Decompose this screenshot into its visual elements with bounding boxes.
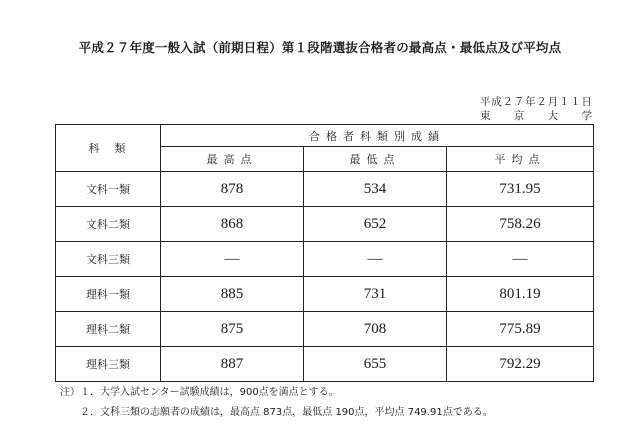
org-char: 大	[547, 110, 559, 122]
avg-cell: 792.29	[447, 347, 594, 382]
min-cell: 652	[304, 207, 447, 242]
avg-cell: 758.26	[447, 207, 594, 242]
max-cell: 885	[161, 277, 304, 312]
max-cell: —	[161, 242, 304, 277]
subject-cell: 理科三類	[56, 347, 161, 382]
org-char: 学	[581, 110, 592, 122]
subject-cell: 理科二類	[56, 312, 161, 347]
header-max: 最高点	[161, 147, 304, 172]
table-header-row	[56, 125, 594, 147]
footnote-2: ２．文科三類の志願者の成績は，最高点 873点，最低点 190点，平均点 749.91点である。	[80, 407, 493, 418]
footnote-1: 注）１．大学入試センター試験成績は，900点を満点とする。	[60, 387, 339, 398]
subject-cell: 文科二類	[56, 207, 161, 242]
issue-date: 平成２７年２月１１日	[480, 96, 592, 108]
org-char: 京	[513, 110, 525, 122]
table-row	[56, 207, 594, 242]
header-min: 最低点	[304, 147, 447, 172]
document-title: 平成２７年度一般入試（前期日程）第１段階選抜合格者の最高点・最低点及び平均点	[78, 40, 562, 55]
subject-cell: 理科一類	[56, 277, 161, 312]
footnotes	[60, 383, 493, 423]
table-row	[56, 172, 594, 207]
subject-cell: 文科三類	[56, 242, 161, 277]
max-cell: 875	[161, 312, 304, 347]
header-avg: 平均点	[447, 147, 594, 172]
table-row	[56, 277, 594, 312]
organization-name	[480, 108, 592, 123]
min-cell: —	[304, 242, 447, 277]
min-cell: 534	[304, 172, 447, 207]
max-cell: 887	[161, 347, 304, 382]
min-cell: 708	[304, 312, 447, 347]
table-row	[56, 242, 594, 277]
table-row	[56, 347, 594, 382]
table-row	[56, 312, 594, 347]
max-cell: 868	[161, 207, 304, 242]
max-cell: 878	[161, 172, 304, 207]
header-group: 合格者科類別成績	[161, 125, 594, 147]
avg-cell: 731.95	[447, 172, 594, 207]
org-char: 東	[480, 110, 491, 122]
subject-cell: 文科一類	[56, 172, 161, 207]
min-cell: 731	[304, 277, 447, 312]
scores-table	[55, 124, 594, 382]
min-cell: 655	[304, 347, 447, 382]
avg-cell: —	[447, 242, 594, 277]
header-subject: 科 類	[56, 125, 161, 172]
avg-cell: 775.89	[447, 312, 594, 347]
avg-cell: 801.19	[447, 277, 594, 312]
